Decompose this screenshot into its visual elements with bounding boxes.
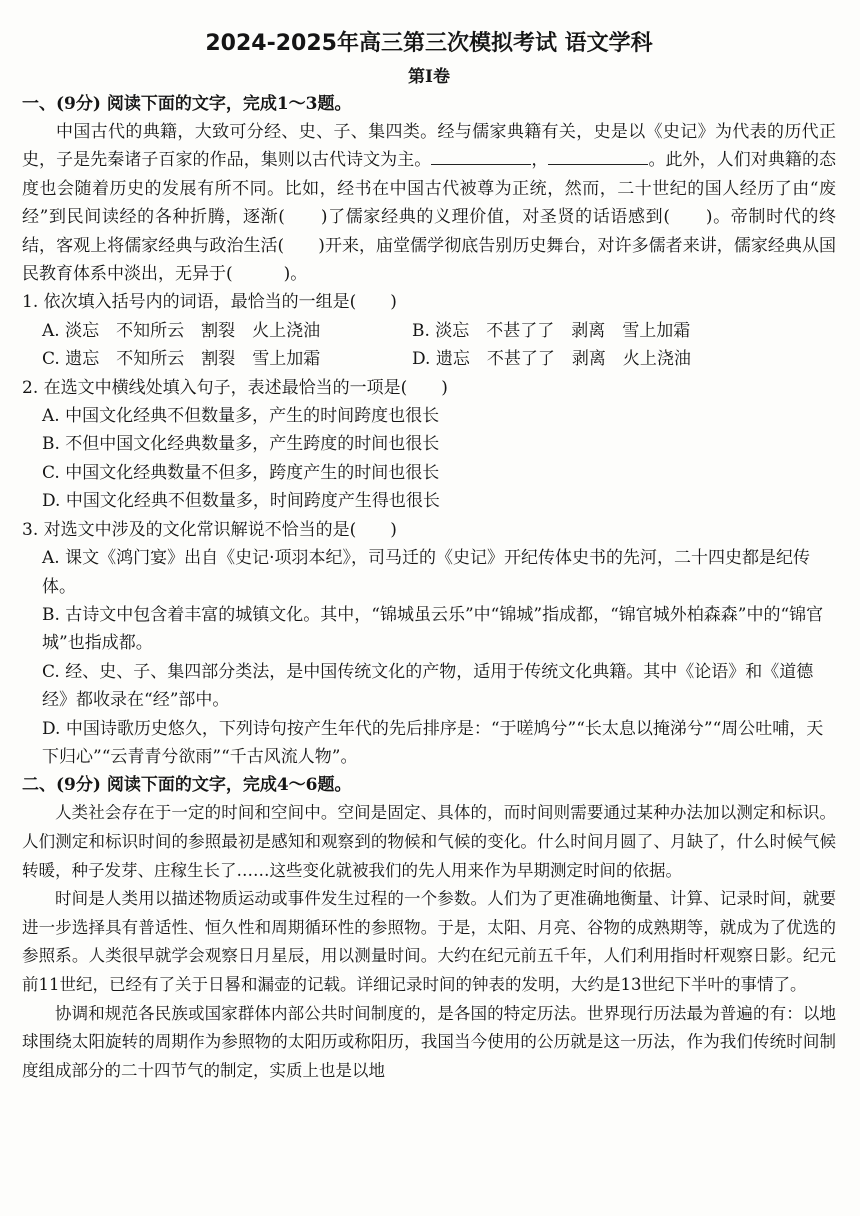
- q1-option-c: C. 遗忘 不知所云 割裂 雪上加霜: [42, 349, 321, 370]
- q1-option-a: A. 淡忘 不知所云 割裂 火上浇油: [42, 320, 321, 341]
- q2-option-a: A. 中国文化经典不但数量多，产生的时间跨度也很长: [42, 406, 440, 427]
- q1-row-2: [22, 345, 836, 373]
- section1-heading: 一、(9分) 阅读下面的文字，完成1～3题。: [22, 94, 352, 114]
- q3-option-b: B. 古诗文中包含着丰富的城镇文化。其中，“锦城虽云乐”中“锦城”指成都，“锦官城外柏森森”中的“锦官城”也指成都。: [42, 604, 824, 654]
- q3-option-d: D. 中国诗歌历史悠久，下列诗句按产生年代的先后排序是：“于嗟鸠兮”“长太息以掩涕兮”“周公吐哺，天下归心”“云青青兮欲雨”“千古风流人物”。: [42, 718, 824, 767]
- q3-option-a: A. 课文《鸿门宴》出自《史记·项羽本纪》，司马迁的《史记》开纪传体史书的先河，二十四史都是纪传体。: [42, 548, 810, 597]
- volume-label: 第Ⅰ卷: [408, 67, 450, 87]
- section2-heading: 二、(9分) 阅读下面的文字，完成4～6题。: [22, 775, 352, 796]
- q1-option-b: B. 淡忘 不甚了了 剥离 雪上加霜: [412, 320, 691, 341]
- exam-title: 2024-2025年高三第三次模拟考试 语文学科: [205, 31, 653, 56]
- section2-paragraph-2: 时间是人类用以描述物质运动或事件发生过程的一个参数。人们为了更准确地衡量、计算、记录时间，就要进一步选择具有普适性、恒久性和周期循环性的参照物。于是，太阳、月亮、谷物的成熟期等，就成为了优选的参照系。人类很早就学会观察日月星辰，用以测量时间。大约在纪元前五千年，人们利用指时杆观察日影。纪元前11世纪，已经有了关于日晷和漏壶的记载。详细记录时间的钟表的发明，大约是13世纪下半叶的事情了。: [22, 889, 836, 994]
- passage-part-a: 中国古代的典籍，大致可分经、史、子、集四类。经与儒家典籍有关，史是以《史记》为代表的历代正史，子是先秦诸子百家的作品，集则以古代诗文为主。: [22, 122, 836, 171]
- q2-option-d: D. 中国文化经典不但数量多，时间跨度产生得也很长: [42, 491, 440, 512]
- passage-part-c: 。此外，人们对典籍的态度也会随着历史的发展有所不同。比如，经书在中国古代被尊为正统，然而，二十世纪的国人经历了由“废经”到民间读经的各种折腾，逐渐( )了儒家经典的义理价值，对圣贤的话语感到( )。帝制时代的终结，客观上将儒家经典与政治生活( )开来，庙堂儒学彻底告别历史舞台，对许多儒者来讲，儒家经典从国民教育体系中淡出，无异于( )。: [22, 150, 837, 285]
- blank-line-2: [548, 146, 648, 165]
- q1-option-d: D. 遗忘 不甚了了 剥离 火上浇油: [412, 349, 691, 370]
- q1-row-1: [22, 317, 836, 345]
- q3-option-c: C. 经、史、子、集四部分类法，是中国传统文化的产物，适用于传统文化典籍。其中《论语》和《道德经》都收录在“经”部中。: [42, 661, 814, 711]
- section2-paragraph-3: 协调和规范各民族或国家群体内部公共时间制度的，是各国的特定历法。世界现行历法最为普遍的有：以地球围绕太阳旋转的周期作为参照物的太阳历或称阳历，我国当今使用的公历就是这一历法，作为我们传统时间制度组成部分的二十四节气的制定，实质上也是以地: [22, 1003, 836, 1080]
- q1-stem: 1. 依次填入括号内的词语，最恰当的一组是( ): [22, 292, 397, 313]
- q2-stem: 2. 在选文中横线处填入句子，表述最恰当的一项是( ): [22, 377, 448, 398]
- q2-option-c: C. 中国文化经典数量不但多，跨度产生的时间也很长: [42, 462, 440, 483]
- passage-comma: ，: [531, 150, 549, 171]
- q2-option-b: B. 不但中国文化经典数量多，产生跨度的时间也很长: [42, 434, 440, 455]
- section1-passage: [22, 118, 836, 288]
- blank-line-1: [431, 146, 531, 165]
- section2-paragraph-1: 人类社会存在于一定的时间和空间中。空间是固定、具体的，而时间则需要通过某种办法加以测定和标识。人们测定和标识时间的参照最初是感知和观察到的物候和气候的变化。什么时间月圆了、月缺了，什么时候气候转暖，种子发芽、庄稼生长了……这些变化就被我们的先人用来作为早期测定时间的依据。: [22, 803, 836, 880]
- q3-stem: 3. 对选文中涉及的文化常识解说不恰当的是( ): [22, 519, 397, 540]
